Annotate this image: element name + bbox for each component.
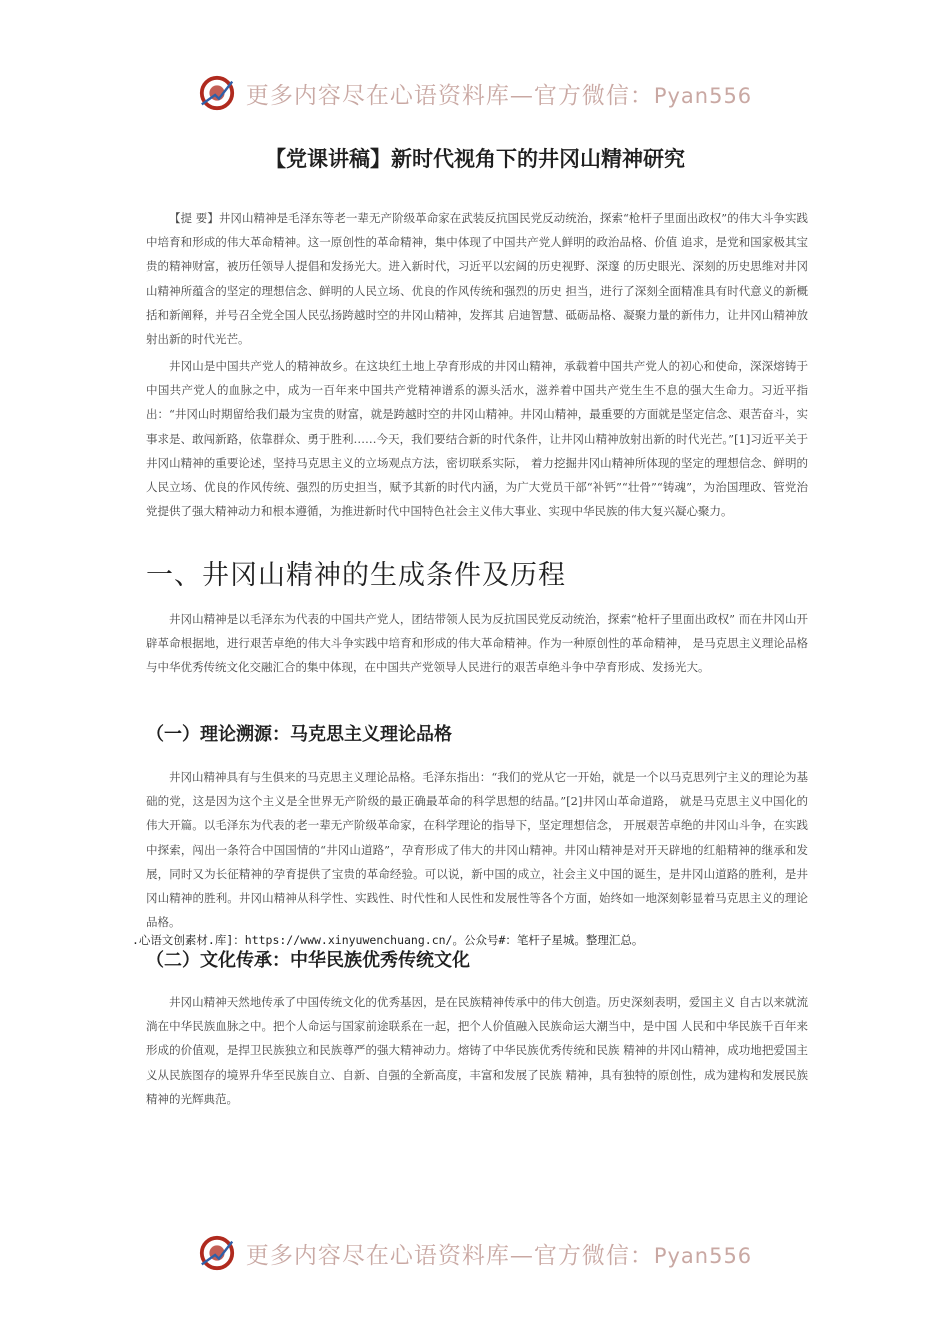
footer-watermark-banner bbox=[0, 1234, 950, 1272]
subsection-heading-culture: （二）文化传承：中华民族优秀传统文化 bbox=[146, 950, 470, 971]
section-heading-1: 一、井冈山精神的生成条件及历程 bbox=[146, 560, 566, 591]
banner-text bbox=[246, 1237, 752, 1270]
xinyu-logo-icon bbox=[198, 74, 236, 112]
source-watermark-line: .心语文创素材.库]：https://www.xinyuwenchuang.cn/。公众号#：笔杆子星城。整理汇总。 bbox=[132, 933, 644, 947]
abstract-paragraph: 【提 要】井冈山精神是毛泽东等老一辈无产阶级革命家在武装反抗国民党反动统治，探索“枪杆子里面出政权”的伟大斗争实践中培育和形成的伟大革命精神。这一原创性的革命精神，集中体现了中国共产党人鲜明的政治品格、价值 追求，是党和国家极其宝贵的精神财富，被历任领导人提倡和发扬光大。进入新时代，习近平以宏阔的历史视野、深邃 的历史眼光、深刻的历史思维对井冈山精神所蕴含的坚定的理想信念、鲜明的人民立场、优良的作风传统和强烈的历史 担当，进行了深刻全面精准具有时代意义的新概括和新阐释，并号召全党全国人民弘扬跨越时空的井冈山精神，发挥其 启迪智慧、砥砺品格、凝聚力量的新伟力，让井冈山精神放射出新的时代光芒。 bbox=[146, 211, 808, 347]
theory-paragraph: 井冈山精神具有与生俱来的马克思主义理论品格。毛泽东指出：“我们的党从它一开始，就是一个以马克思列宁主义的理论为基础的党，这是因为这个主义是全世界无产阶级的最正确最革命的科学思想的结晶。”[2]井冈山革命道路， 就是马克思主义中国化的伟大开篇。以毛泽东为代表的老一辈无产阶级革命家，在科学理论的指导下，坚定理想信念， 开展艰苦卓绝的井冈山斗争，在实践中探索，闯出一条符合中国国情的“井冈山道路”，孕育形成了伟大的井冈山精神。井冈山精神是对开天辟地的红船精神的继承和发展，同时又为长征精神的孕育提供了宝贵的革命经验。可以说，新中国的成立，社会主义中国的诞生，是井冈山道路的胜利，是井冈山精神的胜利。井冈山精神从科学性、实践性、时代性和人民性和发展性等各个方面，始终如一地深刻彰显着马克思主义的理论品格。 bbox=[146, 770, 808, 930]
subsection-heading-theory: （一）理论溯源：马克思主义理论品格 bbox=[146, 724, 452, 745]
banner-slogan: 更多内容尽在心语资料库—官方微信： bbox=[245, 82, 654, 109]
section1-paragraph: 井冈山精神是以毛泽东为代表的中国共产党人，团结带领人民为反抗国民党反动统治，探索“枪杆子里面出政权” 而在井冈山开辟革命根据地，进行艰苦卓绝的伟大斗争实践中培育和形成的伟大革命精神。作为一种原创性的革命精神， 是马克思主义理论品格与中华优秀传统文化交融汇合的集中体现，在中国共产党领导人民进行的艰苦卓绝斗争中孕育形成、发扬光大。 bbox=[146, 612, 808, 675]
banner-wechat-id: Pyan556 bbox=[653, 83, 753, 108]
banner-text bbox=[246, 77, 752, 110]
document-title: 【党课讲稿】新时代视角下的井冈山精神研究 bbox=[265, 147, 685, 171]
banner-wechat-id: Pyan556 bbox=[653, 1243, 753, 1268]
xinyu-logo-icon bbox=[198, 1234, 236, 1272]
header-watermark-banner bbox=[0, 74, 950, 112]
culture-paragraph: 井冈山精神天然地传承了中国传统文化的优秀基因，是在民族精神传承中的伟大创造。历史深刻表明，爱国主义 自古以来就流淌在中华民族血脉之中。把个人命运与国家前途联系在一起，把个人价值融入民族命运大潮当中，是中国 人民和中华民族千百年来形成的价值观，是捍卫民族独立和民族尊严的强大精神动力。熔铸了中华民族优秀传统和民族 精神的井冈山精神，成功地把爱国主义从民族图存的境界升华至民族自立、自新、自强的全新高度，丰富和发展了民族 精神，具有独特的原创性，成为建构和发展民族精神的光辉典范。 bbox=[146, 995, 808, 1106]
banner-slogan: 更多内容尽在心语资料库—官方微信： bbox=[245, 1242, 654, 1269]
intro-paragraph: 井冈山是中国共产党人的精神故乡。在这块红土地上孕育形成的井冈山精神，承载着中国共产党人的初心和使命，深深熔铸于中国共产党人的血脉之中，成为一百年来中国共产党精神谱系的源头活水，滋养着中国共产党生生不息的强大生命力。习近平指出：“井冈山时期留给我们最为宝贵的财富，就是跨越时空的井冈山精神。井冈山精神，最重要的方面就是坚定信念、艰苦奋斗，实事求是、敢闯新路，依靠群众、勇于胜利……今天，我们要结合新的时代条件，让井冈山精神放射出新的时代光芒。”[1]习近平关于井冈山精神的重要论述，坚持马克思主义的立场观点方法，密切联系实际， 着力挖掘井冈山精神所体现的坚定的理想信念、鲜明的人民立场、优良的作风传统、强烈的历史担当，赋予其新的时代内涵，为广大党员干部“补钙”“壮骨”“铸魂”，为治国理政、管党治党提供了强大精神动力和根本遵循，为推进新时代中国特色社会主义伟大事业、实现中华民族的伟大复兴凝心聚力。 bbox=[146, 359, 808, 519]
